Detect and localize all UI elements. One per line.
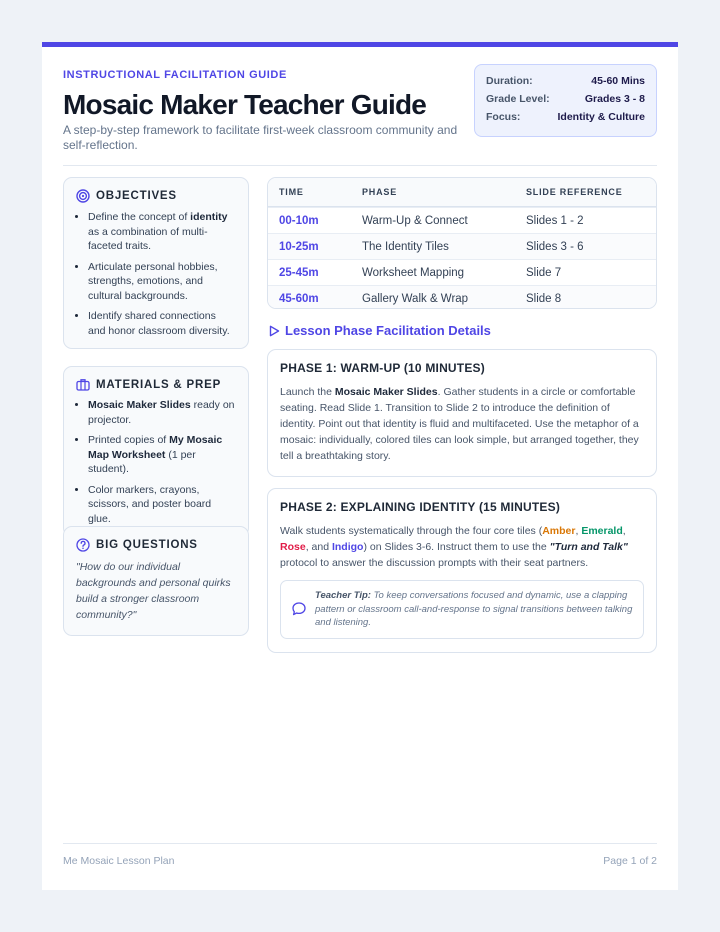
play-icon xyxy=(269,325,280,337)
tip-text: Teacher Tip: To keep conversations focused and dynamic, use a clapping pattern or classroom call-and-response to signal transitions between talking and listening. xyxy=(315,590,633,628)
big-questions-header xyxy=(76,538,236,552)
objectives-card xyxy=(63,177,249,349)
list-item: • Color markers, crayons, scissors, and poster board glue. xyxy=(88,483,236,527)
page-title: Mosaic Maker Teacher Guide xyxy=(63,89,427,120)
big-questions-card xyxy=(63,526,249,636)
table-row xyxy=(268,207,656,233)
phase2-card xyxy=(267,488,657,653)
phase1-title: PHASE 1: WARM-UP (10 MINUTES) xyxy=(280,361,485,375)
list-item: • Define the concept of identity as a combination of multi-faceted traits. xyxy=(88,210,236,254)
meta-duration xyxy=(486,75,645,93)
objectives-header xyxy=(76,189,236,203)
phase2-body: Walk students systematically through the four core tiles (Amber, Emerald, Rose, and Indigo) on Slides 3-6. Instruct them to use the "Turn and Talk" protocol to answer the discussion prompts with their seat partners. xyxy=(280,525,628,569)
row-time: 25-45m xyxy=(279,266,319,279)
guide-page xyxy=(42,42,678,890)
row-phase: The Identity Tiles xyxy=(362,240,449,253)
details-heading-text: Lesson Phase Facilitation Details xyxy=(285,323,491,338)
header-phase: PHASE xyxy=(362,187,398,197)
row-slides: Slide 8 xyxy=(526,292,562,305)
phase1-card xyxy=(267,349,657,477)
briefcase-icon xyxy=(76,378,90,391)
list-item: • Identify shared connections and honor classroom diversity. xyxy=(88,309,236,338)
table-row xyxy=(268,233,656,259)
list-item: • Printed copies of My Mosaic Map Worksheet (1 per student). xyxy=(88,433,236,477)
materials-title: MATERIALS & PREP xyxy=(96,378,222,391)
meta-key: Grade Level: xyxy=(486,93,550,105)
meta-value: 45-60 Mins xyxy=(591,75,645,87)
materials-card xyxy=(63,366,249,537)
meta-key: Focus: xyxy=(486,111,521,123)
meta-key: Duration: xyxy=(486,75,533,87)
question-icon xyxy=(76,538,90,552)
row-slides: Slide 7 xyxy=(526,266,562,279)
materials-list xyxy=(76,398,236,526)
materials-header xyxy=(76,378,236,391)
row-time: 10-25m xyxy=(279,240,319,253)
lesson-meta-box xyxy=(474,64,657,137)
big-questions-title: BIG QUESTIONS xyxy=(96,539,198,551)
big-question-quote: "How do our individual backgrounds and personal quirks build a stronger classroom community?" xyxy=(76,561,231,621)
objectives-list xyxy=(76,210,236,338)
phase1-body: Launch the Mosaic Maker Slides. Gather students in a circle or comfortable seating. Read Slide 1. Transition to Slide 2 to introduce the definition of identity. Point out that identity is fluid and multifaceted. Use the metaphor of a mosaic: individually, colored tiles can look simple, but arranged together, they tell a breathtaking story. xyxy=(280,386,639,462)
header-slides: SLIDE REFERENCE xyxy=(526,187,623,197)
row-phase: Worksheet Mapping xyxy=(362,266,465,279)
meta-focus xyxy=(486,111,645,129)
page-number: Page 1 of 2 xyxy=(603,855,657,867)
row-slides: Slides 3 - 6 xyxy=(526,240,584,253)
header-divider xyxy=(63,165,657,166)
target-icon xyxy=(76,189,90,203)
list-item: • Articulate personal hobbies, strengths, emotions, and cultural backgrounds. xyxy=(88,260,236,304)
header-time: TIME xyxy=(279,187,304,197)
phase2-title: PHASE 2: EXPLAINING IDENTITY (15 MINUTES) xyxy=(280,500,561,514)
footer-title: Me Mosaic Lesson Plan xyxy=(63,855,175,867)
list-item: • Mosaic Maker Slides ready on projector. xyxy=(88,398,236,427)
row-phase: Warm-Up & Connect xyxy=(362,214,468,227)
row-phase: Gallery Walk & Wrap xyxy=(362,292,469,305)
table-row xyxy=(268,285,656,309)
meta-grade xyxy=(486,93,645,111)
table-header-row xyxy=(268,178,656,207)
teacher-tip xyxy=(280,580,644,639)
footer-divider xyxy=(63,843,657,844)
page-subtitle: A step-by-step framework to facilitate first-week classroom community and self-reflection. xyxy=(63,123,458,152)
meta-value: Grades 3 - 8 xyxy=(584,93,645,105)
objectives-title: OBJECTIVES xyxy=(96,190,177,202)
details-heading xyxy=(269,323,491,338)
row-time: 45-60m xyxy=(279,292,319,305)
meta-value: Identity & Culture xyxy=(557,111,645,123)
schedule-table xyxy=(267,177,657,309)
row-time: 00-10m xyxy=(279,214,319,227)
chat-bubble-icon xyxy=(291,601,307,617)
row-slides: Slides 1 - 2 xyxy=(526,214,584,227)
table-row xyxy=(268,259,656,285)
eyebrow-label: INSTRUCTIONAL FACILITATION GUIDE xyxy=(63,69,287,81)
